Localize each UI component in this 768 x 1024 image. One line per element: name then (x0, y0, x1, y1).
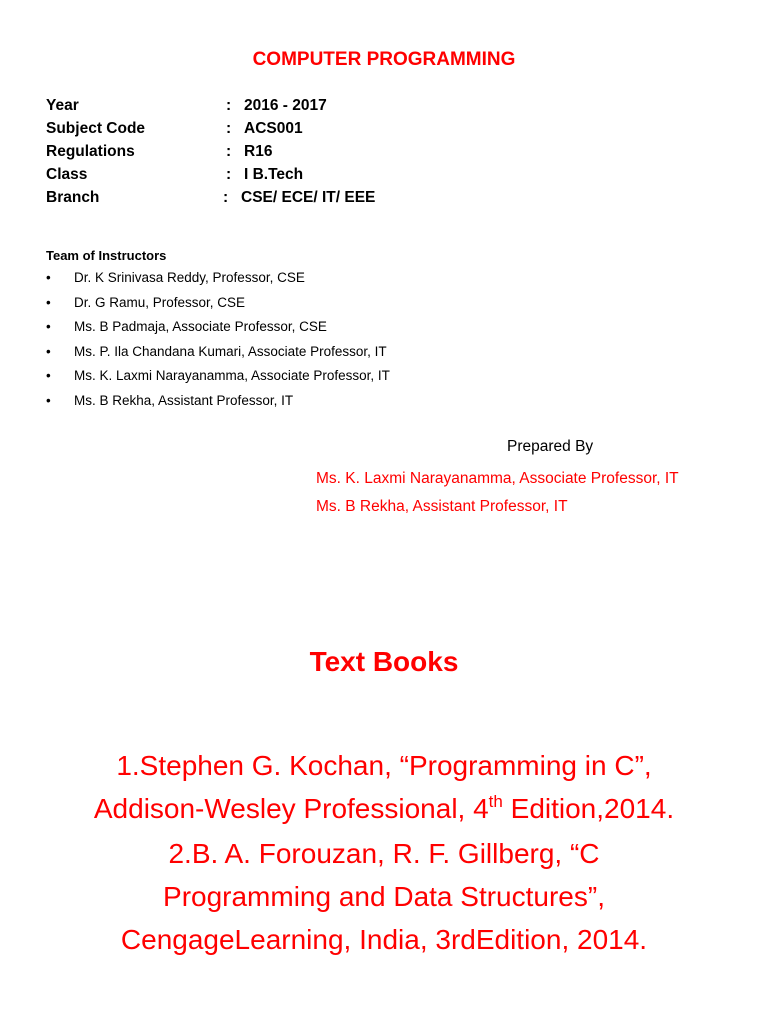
instructor-name: Dr. G Ramu, Professor, CSE (74, 294, 246, 310)
info-value: 2016 - 2017 (244, 97, 327, 114)
prepared-by-label: Prepared By (507, 438, 594, 455)
textbook-1-line-1: 1.Stephen G. Kochan, “Programming in C”, (116, 750, 652, 781)
bullet-icon: • (46, 343, 51, 359)
instructor-name: Ms. P. Ila Chandana Kumari, Associate Professor, IT (74, 343, 387, 359)
bullet-icon: • (46, 392, 51, 408)
info-label: Branch (46, 189, 100, 206)
info-label: Subject Code (46, 120, 146, 137)
info-value: I B.Tech (244, 166, 304, 183)
preparer-name: Ms. K. Laxmi Narayanamma, Associate Professor, IT (316, 470, 679, 487)
preparer-name: Ms. B Rekha, Assistant Professor, IT (316, 498, 568, 515)
info-colon: : (226, 97, 232, 114)
instructor-name: Ms. B Rekha, Assistant Professor, IT (74, 392, 294, 408)
bullet-icon: • (46, 294, 51, 310)
team-heading: Team of Instructors (46, 248, 167, 263)
ordinal-suffix: th (488, 792, 503, 811)
instructor-name: Ms. K. Laxmi Narayanamma, Associate Professor, IT (74, 368, 390, 384)
textbook-1-edition-number: Addison-Wesley Professional, 4 (93, 793, 489, 824)
course-title: COMPUTER PROGRAMMING (252, 49, 516, 70)
info-value: R16 (244, 143, 273, 160)
textbook-2-line-3: CengageLearning, India, 3rdEdition, 2014. (120, 924, 648, 955)
instructor-name: Dr. K Srinivasa Reddy, Professor, CSE (74, 270, 305, 285)
textbook-2 (30, 832, 738, 961)
textbooks-title: Text Books (309, 646, 459, 677)
info-label: Regulations (46, 143, 135, 160)
info-colon: : (223, 189, 229, 206)
textbook-1 (30, 744, 738, 830)
info-label: Class (46, 166, 88, 183)
info-value: CSE/ ECE/ IT/ EEE (241, 189, 376, 206)
bullet-icon: • (46, 368, 51, 384)
info-value: ACS001 (244, 120, 303, 137)
textbook-2-line-1: 2.B. A. Forouzan, R. F. Gillberg, “C (168, 838, 600, 869)
textbook-1-line-2 (30, 787, 738, 830)
info-colon: : (226, 166, 232, 183)
instructor-name: Ms. B Padmaja, Associate Professor, CSE (74, 319, 327, 335)
textbook-1-edition-year: Edition,2014. (502, 793, 675, 824)
info-label: Year (46, 97, 79, 114)
info-colon: : (226, 120, 232, 137)
info-colon: : (226, 143, 232, 160)
textbooks-slide (0, 620, 768, 1024)
textbook-2-line-2: Programming and Data Structures”, (163, 881, 605, 912)
bullet-icon: • (46, 270, 51, 285)
bullet-icon: • (46, 319, 51, 335)
